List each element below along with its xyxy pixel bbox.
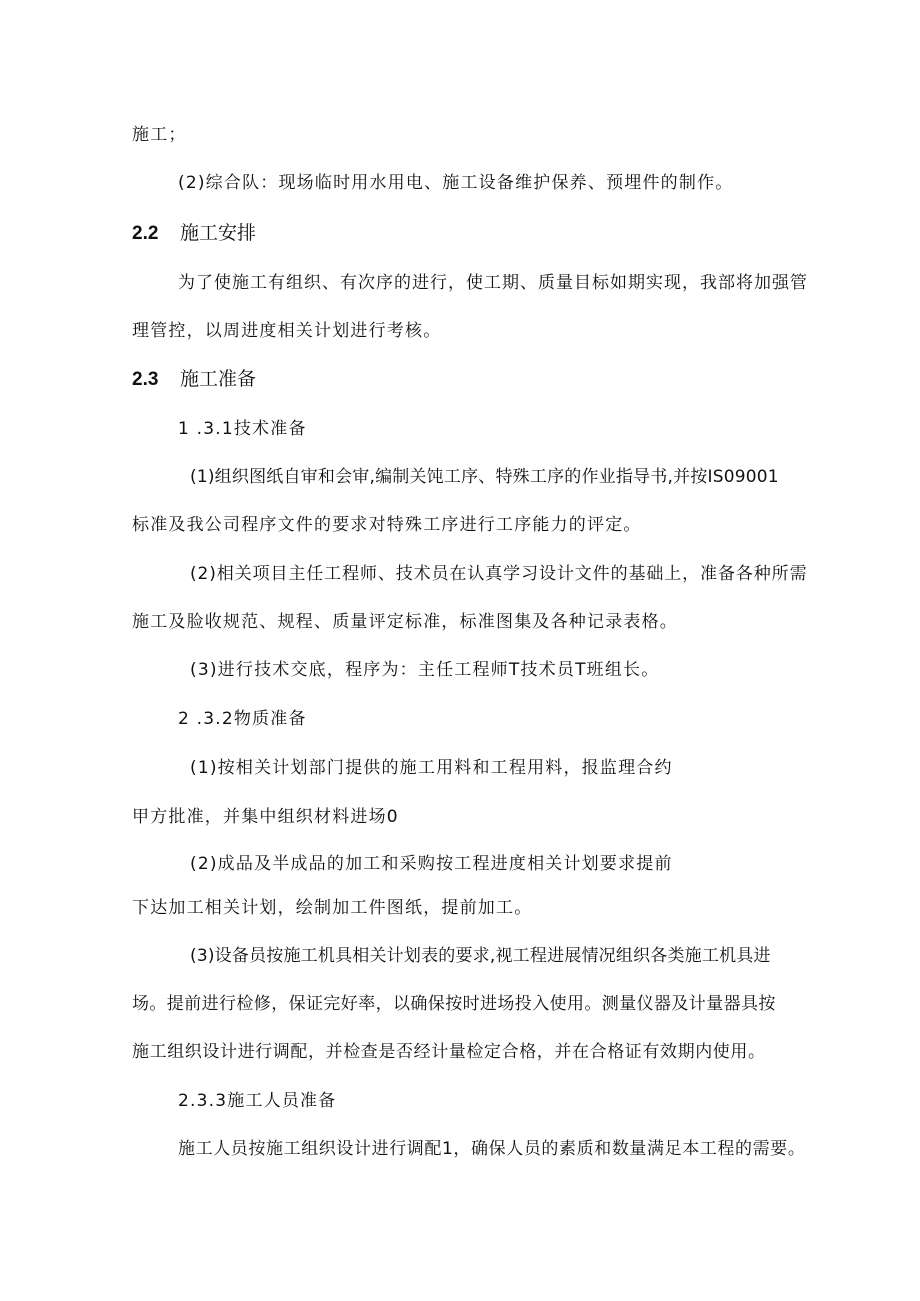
text-line-2: (2)综合队：现场临时用水用电、施工设备维护保养、预埋件的制作。 <box>178 173 734 193</box>
text-line-17: 场。提前进行检修，保证完好率，以确保按时进场投入使用。测量仪器及计量器具按 <box>132 994 776 1014</box>
text-line-8: (2)相关项目主任工程师、技术员在认真学习设计文件的基础上，准备各种所需 <box>190 564 808 584</box>
subsection-heading-personnel: 2.3.3施工人员准备 <box>178 1091 337 1111</box>
section-number: 2.3 <box>132 369 159 390</box>
section-heading-2-3 <box>132 367 256 392</box>
text-line-15: 下达加工相关计划，绘制加工件图纸，提前加工。 <box>132 898 533 918</box>
text-line-6: (1)组织图纸自审和会审,编制关饨工序、特殊工序的作业指导书,并按IS09001 <box>190 467 779 487</box>
text-line-13: 甲方批准，并集中组织材料进场0 <box>132 807 399 827</box>
text-line-1: 施工； <box>132 125 187 145</box>
text-line-16: (3)设备员按施工机具相关计划表的要求,视工程进展情况组织各类施工机具进 <box>190 946 771 966</box>
section-title: 施工准备 <box>180 368 257 390</box>
text-line-20: 施工人员按施工组织设计进行调配1，确保人员的素质和数量满足本工程的需要。 <box>178 1139 806 1159</box>
text-line-10: (3)进行技术交底，程序为：主任工程师T技术员T班组长。 <box>190 660 660 680</box>
subsection-heading-technical: 1 .3.1技术准备 <box>178 419 307 439</box>
text-line-4: 理管控，以周进度相关计划进行考核。 <box>132 321 442 341</box>
text-line-3: 为了使施工有组织、有次序的进行，使工期、质量目标如期实现，我部将加强管 <box>178 273 808 293</box>
section-heading-2-2 <box>132 221 256 246</box>
text-line-18: 施工组织设计进行调配，并检查是否经计量检定合格，并在合格证有效期内使用。 <box>132 1042 766 1062</box>
section-number: 2.2 <box>132 223 159 244</box>
section-title: 施工安排 <box>180 222 257 244</box>
text-line-9: 施工及脸收规范、规程、质量评定标准，标准图集及各种记录表格。 <box>132 612 678 632</box>
text-line-12: (1)按相关计划部门提供的施工用料和工程用料，报监理合约 <box>190 758 673 778</box>
text-line-14: (2)成品及半成品的加工和采购按工程进度相关计划要求提前 <box>190 854 673 874</box>
text-line-7: 标准及我公司程序文件的要求对特殊工序进行工序能力的评定。 <box>132 515 642 535</box>
subsection-heading-material: 2 .3.2物质准备 <box>178 709 307 729</box>
